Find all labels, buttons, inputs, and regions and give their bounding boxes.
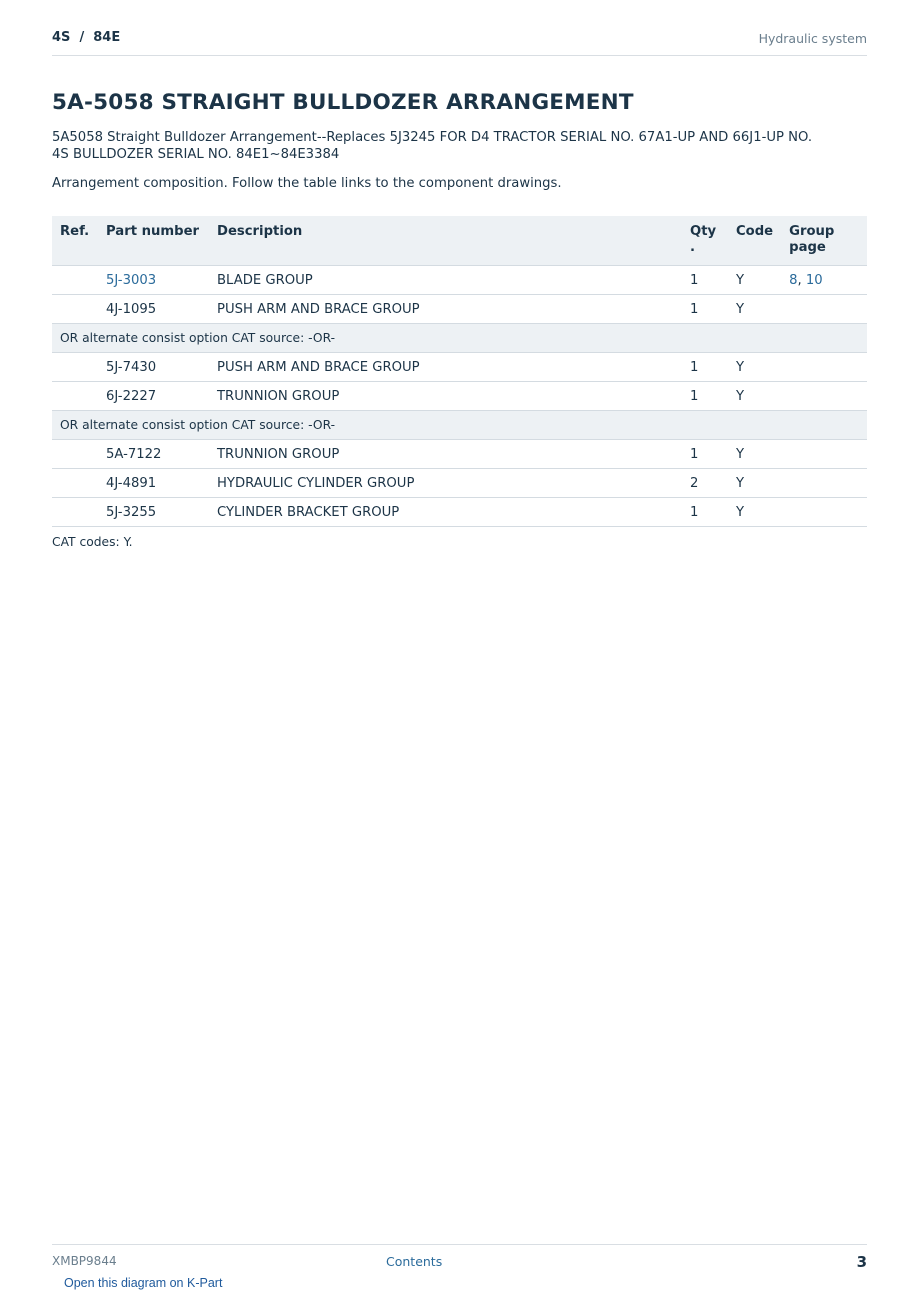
row-ref [52,295,98,324]
row-ref [52,469,98,498]
page-number: 3 [856,1253,867,1271]
row-qty: 2 [682,469,728,498]
row-group-page [781,469,867,498]
contents-link[interactable]: Contents [386,1254,443,1269]
row-description: CYLINDER BRACKET GROUP [209,498,682,527]
row-qty: 1 [682,295,728,324]
row-ref [52,498,98,527]
header-part-number: Part number [98,216,209,266]
row-ref [52,353,98,382]
section-name: Hydraulic system [758,31,867,46]
row-ref [52,382,98,411]
alternate-option-text: OR alternate consist option CAT source: -OR- [52,411,867,440]
breadcrumb: 4S / 84E [52,30,121,45]
row-description: HYDRAULIC CYLINDER GROUP [209,469,682,498]
row-group-page [781,440,867,469]
row-description: PUSH ARM AND BRACE GROUP [209,295,682,324]
row-code: Y [728,498,781,527]
row-group-page [781,498,867,527]
row-code: Y [728,440,781,469]
intro-text: Arrangement composition. Follow the table links to the component drawings. [52,176,562,191]
row-part-number: 4J-1095 [98,295,209,324]
row-qty: 1 [682,382,728,411]
row-qty: 1 [682,266,728,295]
header-qty: Qty . [682,216,728,266]
table-header-row [52,216,867,266]
row-code: Y [728,295,781,324]
page-footer [52,1244,867,1275]
row-qty: 1 [682,498,728,527]
row-ref [52,266,98,295]
row-description: PUSH ARM AND BRACE GROUP [209,353,682,382]
table-row [52,469,867,498]
document-id: XMBP9844 [52,1254,117,1268]
part-link[interactable]: 5J-3003 [106,272,157,288]
row-description: TRUNNION GROUP [209,440,682,469]
row-part-number-link[interactable] [98,266,209,295]
row-group-page [781,353,867,382]
row-group-page [781,266,867,295]
row-code: Y [728,382,781,411]
description-line-1: 5A5058 Straight Bulldozer Arrangement--Replaces 5J3245 FOR D4 TRACTOR SERIAL NO. 67A1-UP AND 66J1-UP NO. [52,130,813,145]
row-part-number: 5A-7122 [98,440,209,469]
group-page-separator: , [797,272,806,288]
table-row [52,440,867,469]
group-page-link[interactable]: 8 [789,272,798,288]
table-row [52,353,867,382]
arrangement-description [52,129,867,163]
row-part-number: 5J-7430 [98,353,209,382]
row-qty: 1 [682,440,728,469]
row-code: Y [728,266,781,295]
table-row [52,266,867,295]
row-description: BLADE GROUP [209,266,682,295]
row-code: Y [728,353,781,382]
row-part-number: 4J-4891 [98,469,209,498]
page-header [52,29,867,56]
header-code: Code [728,216,781,266]
row-part-number: 5J-3255 [98,498,209,527]
description-line-2: 4S BULLDOZER SERIAL NO. 84E1~84E3384 [52,147,340,162]
row-ref [52,440,98,469]
table-row [52,498,867,527]
header-ref: Ref. [52,216,98,266]
group-page-link[interactable]: 10 [805,272,823,288]
alternate-option-row [52,324,867,353]
row-code: Y [728,469,781,498]
open-diagram-link[interactable]: Open this diagram on K-Part [64,1276,223,1290]
cat-codes-note: CAT codes: Y. [52,535,133,549]
alternate-option-row [52,411,867,440]
header-description: Description [209,216,682,266]
table-row [52,382,867,411]
header-group-page: Group page [781,216,867,266]
parts-table [52,216,867,527]
row-group-page [781,295,867,324]
row-qty: 1 [682,353,728,382]
row-group-page [781,382,867,411]
row-description: TRUNNION GROUP [209,382,682,411]
row-part-number: 6J-2227 [98,382,209,411]
table-row [52,295,867,324]
page-title: 5A-5058 STRAIGHT BULLDOZER ARRANGEMENT [52,90,634,115]
alternate-option-text: OR alternate consist option CAT source: -OR- [52,324,867,353]
